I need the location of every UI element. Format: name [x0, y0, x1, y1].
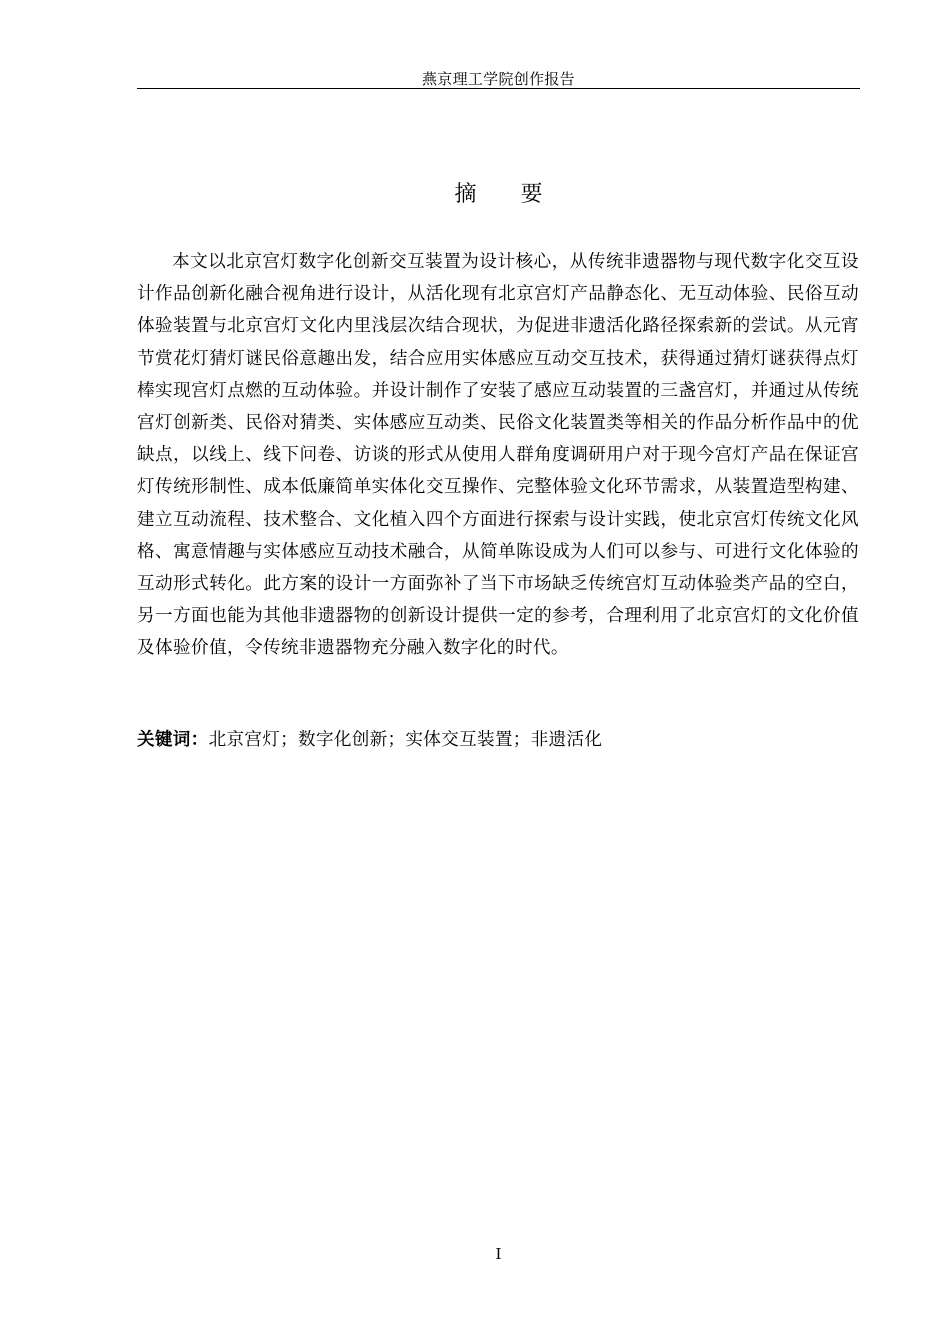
- keywords-label: 关键词：: [137, 730, 209, 750]
- page-number: I: [495, 1245, 502, 1263]
- abstract-heading: 摘要: [454, 182, 587, 207]
- abstract-body: 本文以北京宫灯数字化创新交互装置为设计核心，从传统非遗器物与现代数字化交互设计作品创新化融合视角进行设计，从活化现有北京宫灯产品静态化、无互动体验、民俗互动体验装置与北京宫灯文化内里浅层次结合现状，为促进非遗活化路径探索新的尝试。从元宵节赏花灯猜灯谜民俗意趣出发，结合应用实体感应互动交互技术，获得通过猜灯谜获得点灯棒实现宫灯点燃的互动体验。并设计制作了安装了感应互动装置的三盏宫灯，并通过从传统宫灯创新类、民俗对猜类、实体感应互动类、民俗文化装置类等相关的作品分析作品中的优缺点，以线上、线下问卷、访谈的形式从使用人群角度调研用户对于现今宫灯产品在保证宫灯传统形制性、成本低廉简单实体化交互操作、完整体验文化环节需求，从装置造型构建、建立互动流程、技术整合、文化植入四个方面进行探索与设计实践，使北京宫灯传统文化风格、寓意情趣与实体感应互动技术融合，从简单陈设成为人们可以参与、可进行文化体验的互动形式转化。此方案的设计一方面弥补了当下市场缺乏传统宫灯互动体验类产品的空白，另一方面也能为其他非遗器物的创新设计提供一定的参考，合理利用了北京宫灯的文化价值及体验价值，令传统非遗器物充分融入数字化的时代。: [137, 252, 859, 659]
- keywords-line: [137, 725, 859, 755]
- keywords-value: 北京宫灯；数字化创新；实体交互装置；非遗活化: [208, 730, 603, 750]
- running-header: 燕京理工学院创作报告: [421, 70, 575, 88]
- header-rule: [137, 88, 860, 89]
